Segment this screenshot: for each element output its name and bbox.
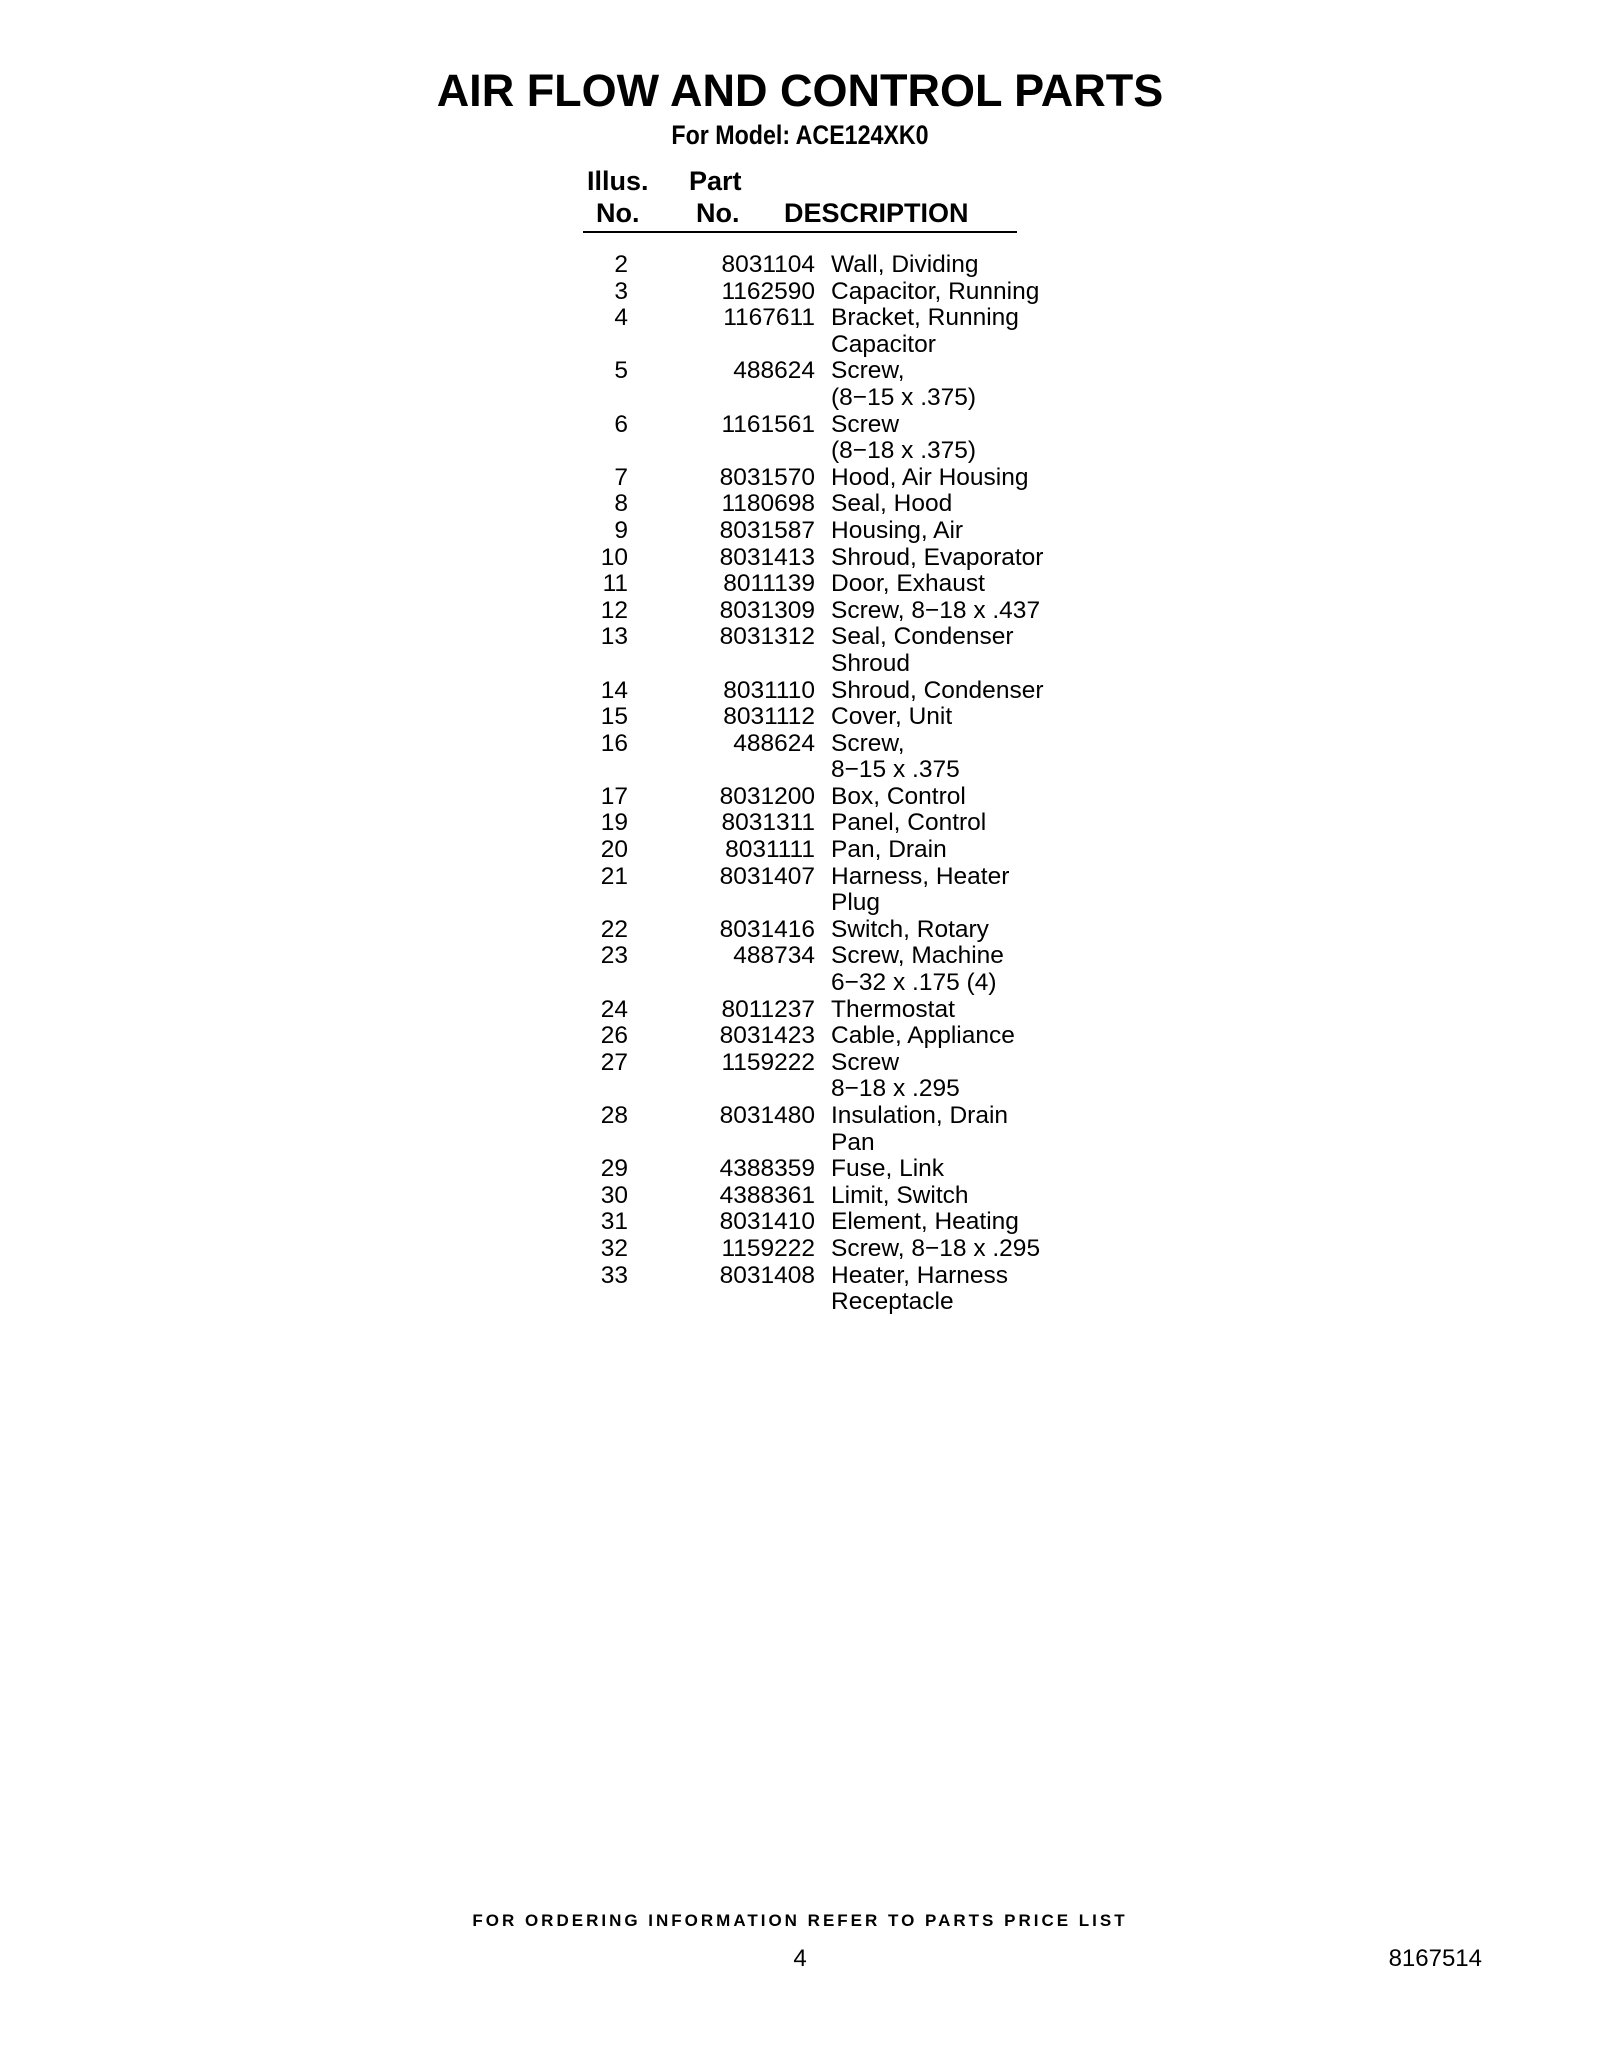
table-row xyxy=(583,412,1023,465)
table-row xyxy=(583,543,1044,572)
parts-list xyxy=(583,251,1044,1316)
description-line: Hood, Air Housing xyxy=(831,463,1029,491)
part-number: 4388361 xyxy=(719,1181,815,1209)
part-number: 8031410 xyxy=(719,1208,815,1236)
illus-number: 22 xyxy=(600,915,628,943)
illus-number: 27 xyxy=(600,1048,628,1076)
description-line: Heater, Harness xyxy=(831,1261,1009,1289)
part-number: 488734 xyxy=(733,942,815,970)
illus-number: 19 xyxy=(600,809,628,837)
description-line: Seal, Condenser xyxy=(831,623,1014,651)
description-line: Thermostat xyxy=(831,995,955,1023)
part-description xyxy=(815,571,985,598)
part-description xyxy=(815,917,989,944)
illus-number: 14 xyxy=(600,676,628,704)
description-line: Pan, Drain xyxy=(831,836,947,864)
part-description xyxy=(815,1209,1019,1236)
table-row xyxy=(583,784,1023,811)
part-description xyxy=(815,412,976,465)
part-number: 8031200 xyxy=(719,782,815,810)
illus-number: 31 xyxy=(600,1208,628,1236)
part-number: 8031312 xyxy=(719,623,815,651)
part-description xyxy=(815,518,963,545)
part-description xyxy=(815,491,952,518)
illus-number: 3 xyxy=(614,277,628,305)
part-number: 8031111 xyxy=(725,836,815,864)
table-row xyxy=(583,277,1040,306)
part-number: 1167611 xyxy=(723,304,815,332)
part-description xyxy=(815,678,1043,705)
table-row xyxy=(583,571,1023,598)
description-line: Insulation, Drain xyxy=(831,1102,1009,1129)
description-line: Panel, Control xyxy=(831,809,987,837)
description-line: 8−18 x .295 xyxy=(831,1075,960,1103)
illus-number: 16 xyxy=(600,729,628,757)
illus-number: 29 xyxy=(600,1155,628,1183)
table-row xyxy=(583,252,1023,279)
part-number: 8011237 xyxy=(721,995,815,1023)
table-row xyxy=(583,943,1023,996)
table-row xyxy=(583,1050,1023,1103)
description-line: Receptacle xyxy=(831,1288,954,1316)
table-row xyxy=(583,1209,1023,1236)
part-number: 8031408 xyxy=(719,1261,815,1289)
part-description xyxy=(815,1023,1015,1050)
table-row xyxy=(583,358,1023,411)
description-line: Plug xyxy=(831,889,881,917)
illus-number: 32 xyxy=(600,1234,628,1262)
part-number: 8031480 xyxy=(719,1102,815,1129)
model-subtitle: For Model: ACE124XK0 xyxy=(671,120,929,150)
part-description xyxy=(815,731,960,784)
table-row xyxy=(583,704,1023,731)
table-row xyxy=(583,1263,1023,1316)
description-line: Seal, Hood xyxy=(831,490,953,518)
description-line: Door, Exhaust xyxy=(831,570,985,598)
part-number: 8031110 xyxy=(723,676,815,704)
description-line: Wall, Dividing xyxy=(831,251,979,278)
illus-number: 2 xyxy=(614,251,628,278)
illus-number: 4 xyxy=(614,304,628,332)
table-row xyxy=(583,1023,1023,1050)
part-number: 8031311 xyxy=(721,809,815,837)
part-number: 8031413 xyxy=(719,543,815,571)
illus-number: 26 xyxy=(600,1022,628,1050)
description-line: Switch, Rotary xyxy=(831,915,989,943)
part-number: 8031587 xyxy=(719,516,815,544)
table-row xyxy=(583,491,1023,518)
header-part-no-label: No. xyxy=(696,198,740,228)
illus-number: 28 xyxy=(600,1102,628,1129)
illus-number: 8 xyxy=(614,490,628,518)
table-row xyxy=(583,518,1023,545)
description-line: Fuse, Link xyxy=(831,1155,945,1183)
header-illus-label: Illus. xyxy=(587,166,649,196)
description-line: (8−15 x .375) xyxy=(831,383,977,411)
part-description xyxy=(815,810,986,837)
part-description xyxy=(815,465,1028,492)
table-row xyxy=(583,305,1023,358)
part-description xyxy=(815,545,1043,572)
description-line: Cover, Unit xyxy=(831,703,953,731)
illus-number: 24 xyxy=(600,995,628,1023)
part-description xyxy=(815,1183,969,1210)
description-line: Harness, Heater xyxy=(831,862,1010,890)
description-line: Screw, xyxy=(831,729,905,757)
header-illus-no-label: No. xyxy=(596,198,640,228)
part-description xyxy=(815,864,1009,917)
part-description xyxy=(815,358,976,411)
document-number: 8167514 xyxy=(1388,1945,1482,1972)
table-row xyxy=(583,1156,1023,1183)
table-header xyxy=(583,165,1017,233)
part-number: 488624 xyxy=(733,729,815,757)
illus-number: 33 xyxy=(600,1261,628,1289)
illus-number: 17 xyxy=(600,782,628,810)
table-row xyxy=(583,810,1023,837)
part-number: 1180698 xyxy=(721,490,815,518)
description-line: Element, Heating xyxy=(831,1208,1019,1236)
page-number: 4 xyxy=(793,1945,807,1972)
part-description xyxy=(815,704,952,731)
description-line: Screw, 8−18 x .437 xyxy=(831,596,1041,624)
part-number: 8031112 xyxy=(723,703,815,731)
illus-number: 6 xyxy=(614,410,628,438)
description-line: (8−18 x .375) xyxy=(831,437,977,465)
description-line: Screw, xyxy=(831,357,905,385)
description-line: Screw xyxy=(831,1048,900,1076)
illus-number: 30 xyxy=(600,1181,628,1209)
part-number: 4388359 xyxy=(719,1155,815,1183)
illus-number: 11 xyxy=(602,570,628,598)
description-line: Cable, Appliance xyxy=(831,1022,1015,1050)
part-description xyxy=(815,997,955,1024)
table-row xyxy=(583,1234,1041,1263)
illus-number: 5 xyxy=(614,357,628,385)
description-line: Housing, Air xyxy=(831,516,964,544)
table-row xyxy=(583,997,1023,1024)
description-line: Screw xyxy=(831,410,900,438)
illus-number: 7 xyxy=(614,463,628,491)
description-line: Shroud, Evaporator xyxy=(831,543,1044,571)
table-row xyxy=(583,463,1029,492)
header-part-label: Part xyxy=(689,166,742,196)
part-description xyxy=(815,1236,1040,1263)
description-line: Capacitor, Running xyxy=(831,277,1040,305)
table-row xyxy=(583,676,1044,705)
illus-number: 21 xyxy=(600,862,628,890)
part-number: 1159222 xyxy=(721,1048,815,1076)
part-number: 1159222 xyxy=(721,1234,815,1262)
part-description xyxy=(815,1263,1008,1316)
description-line: 6−32 x .175 (4) xyxy=(831,969,997,997)
illus-number: 13 xyxy=(600,623,628,651)
part-description xyxy=(815,1050,960,1103)
part-number: 8031309 xyxy=(719,596,815,624)
description-line: Screw, 8−18 x .295 xyxy=(831,1234,1041,1262)
description-line: Box, Control xyxy=(831,782,966,810)
header-divider xyxy=(583,231,1017,233)
table-row xyxy=(583,1103,1023,1156)
part-description xyxy=(815,784,966,811)
table-row xyxy=(583,596,1041,625)
description-line: Screw, Machine xyxy=(831,942,1004,970)
description-line: Bracket, Running xyxy=(831,304,1019,332)
description-line: 8−15 x .375 xyxy=(831,756,960,784)
part-number: 8011139 xyxy=(723,570,815,598)
table-row xyxy=(583,917,1023,944)
part-description xyxy=(815,1103,1008,1156)
description-line: Shroud, Condenser xyxy=(831,676,1044,704)
illus-number: 20 xyxy=(600,836,628,864)
header-description-label: DESCRIPTION xyxy=(784,198,969,228)
part-description xyxy=(815,943,1004,996)
part-number: 1162590 xyxy=(721,277,815,305)
part-description xyxy=(815,252,979,279)
part-number: 8031423 xyxy=(719,1022,815,1050)
description-line: Limit, Switch xyxy=(831,1181,969,1209)
table-row xyxy=(583,624,1023,677)
description-line: Shroud xyxy=(831,649,911,677)
table-row xyxy=(583,864,1023,917)
part-number: 8031416 xyxy=(719,915,815,943)
illus-number: 23 xyxy=(600,942,628,970)
part-number: 1161561 xyxy=(721,410,815,438)
illus-number: 15 xyxy=(600,703,628,731)
part-description xyxy=(815,837,947,864)
illus-number: 10 xyxy=(600,543,628,571)
description-line: Capacitor xyxy=(831,330,936,358)
part-number: 8031570 xyxy=(719,463,815,491)
part-number: 8031407 xyxy=(719,862,815,890)
page-title: AIR FLOW AND CONTROL PARTS xyxy=(436,65,1164,116)
table-row xyxy=(583,837,1023,864)
part-description xyxy=(815,1156,944,1183)
illus-number: 9 xyxy=(614,516,628,544)
part-description xyxy=(815,624,1014,677)
part-description xyxy=(815,598,1040,625)
part-number: 8031104 xyxy=(721,251,815,278)
part-description xyxy=(815,305,1019,358)
ordering-info-note: FOR ORDERING INFORMATION REFER TO PARTS PRICE LIST xyxy=(472,1911,1128,1930)
part-number: 488624 xyxy=(733,357,815,385)
table-row xyxy=(583,731,1023,784)
description-line: Pan xyxy=(831,1128,875,1156)
table-row xyxy=(583,1183,1023,1210)
part-description xyxy=(815,279,1039,306)
illus-number: 12 xyxy=(600,596,628,624)
